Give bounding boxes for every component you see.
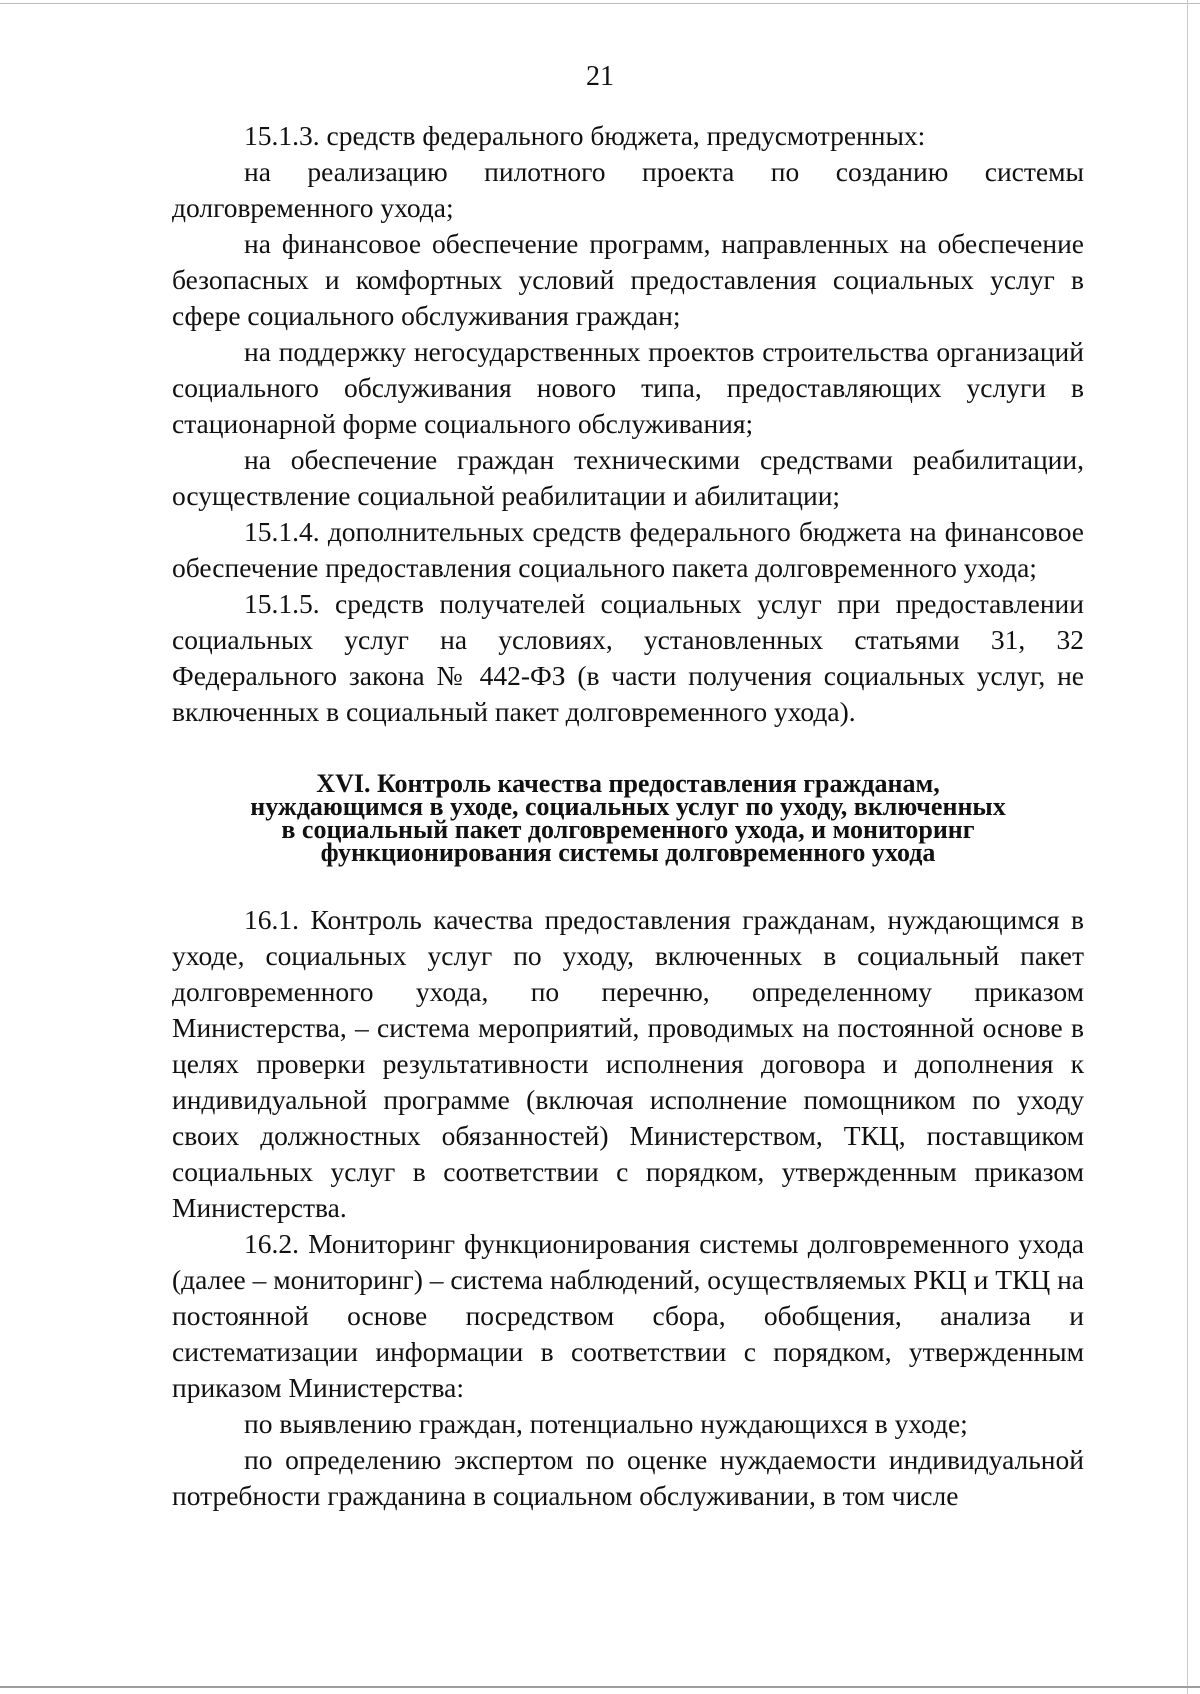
page-number: 21 xyxy=(586,61,614,92)
paragraph-financing-programs: на финансовое обеспечение программ, направленных на обеспечение безопасных и комфортных условий предоставления социальных услуг в сфере социального обслуживания граждан; xyxy=(172,228,1084,331)
paragraph-16-2: 16.2. Мониторинг функционирования системы долговременного ухода (далее – мониторинг) – система наблюдений, осуществляемых РКЦ и ТКЦ на постоянной основе посредством сбора, обобщения, анализа и систематизации информации в соответствии с порядком, утвержденным приказом Министерства: xyxy=(172,1228,1084,1403)
section-heading-line: XVI. Контроль качества предоставления гражданам, xyxy=(316,769,940,798)
section-heading xyxy=(172,769,1084,867)
paragraph-rehabilitation: на обеспечение граждан техническими средствами реабилитации, осуществление социальной реабилитации и абилитации; xyxy=(172,444,1084,511)
section-heading-line: нуждающимся в уходе, социальных услуг по уходу, включенных xyxy=(250,792,1006,821)
paragraph-expert-assessment: по определению экспертом по оценке нуждаемости индивидуальной потребности гражданина в социальном обслуживании, в том числе xyxy=(172,1444,1084,1511)
section-heading-line: в социальный пакет долговременного ухода, и мониторинг xyxy=(281,815,975,844)
section-heading-line: функционирования системы долговременного ухода xyxy=(320,838,936,867)
paragraph-15-1-5: 15.1.5. средств получателей социальных услуг при предоставлении социальных услуг на условиях, установленных статьями 31, 32 Федерального закона № 442-ФЗ (в части получения социальных услуг, не включенных в социальный пакет долговременного ухода). xyxy=(172,588,1084,727)
paragraph-16-1: 16.1. Контроль качества предоставления гражданам, нуждающимся в уходе, социальных услуг по уходу, включенных в социальный пакет долговременного ухода, по перечню, определенному приказом Министерства, – система мероприятий, проводимых на постоянной основе в целях проверки результативности исполнения договора и дополнения к индивидуальной программе (включая исполнение помощником по уходу своих должностных обязанностей) Министерством, ТКЦ, поставщиком социальных услуг в соответствии с порядком, утвержденным приказом Министерства. xyxy=(172,904,1084,1223)
paragraph-identification: по выявлению граждан, потенциально нуждающихся в уходе; xyxy=(244,1408,968,1439)
paragraph-pilot-project: на реализацию пилотного проекта по созданию системы долговременного ухода; xyxy=(172,156,1084,223)
paragraph-15-1-4: 15.1.4. дополнительных средств федерального бюджета на финансовое обеспечение предоставления социального пакета долговременного ухода; xyxy=(172,516,1084,583)
document-body xyxy=(172,118,1084,1514)
scan-border-bottom xyxy=(0,1686,1200,1688)
paragraph-non-state-projects: на поддержку негосударственных проектов строительства организаций социального обслуживания нового типа, предоставляющих услуги в стационарной форме социального обслуживания; xyxy=(172,336,1084,439)
paragraph-15-1-3: 15.1.3. средств федерального бюджета, предусмотренных: xyxy=(244,120,926,151)
scan-border-right xyxy=(1187,0,1188,1694)
scan-border-top xyxy=(0,3,1200,4)
